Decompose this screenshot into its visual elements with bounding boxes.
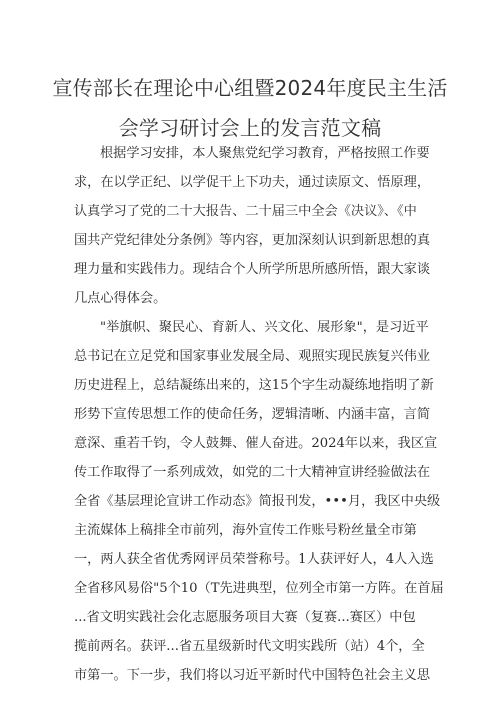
paragraph-line: 国共产党纪律处分条例》等内容，更加深刻认识到新思想的真 (74, 233, 431, 248)
document-title-line-2: 会学习研讨会上的发言范文稿 (118, 116, 382, 140)
paragraph-line: 理力量和实践伟力。现结合个人所学所思所感所悟，跟大家谈 (74, 262, 431, 277)
paragraph-line: 求，在以学正纪、以学促干上下功夫，通过读原文、悟原理， (74, 175, 431, 190)
paragraph-2 (74, 313, 444, 690)
document-title-line-1: 宣传部长在理论中心组暨2024年度民主生活 (52, 76, 448, 100)
paragraph-line: "举旗帜、聚民心、育新人、兴文化、展形象"，是习近平 (100, 320, 429, 335)
paragraph-line: 全省移风易俗"5个10（T先进典型，位列全市第一方阵。在首届 (74, 581, 444, 596)
paragraph-line: 形势下宣传思想工作的使命任务，逻辑清晰、内涵丰富，言简 (74, 407, 431, 422)
paragraph-line: ...省文明实践社会化志愿服务项目大赛（复赛...赛区）中包 (74, 610, 416, 625)
paragraph-line: 市第一。下一步，我们将以习近平新时代中国特色社会主义思 (74, 668, 431, 683)
paragraph-line: 历史进程上，总结凝练出来的，这15个字生动凝练地指明了新 (74, 378, 434, 393)
paragraph-line: 几点心得体会。 (74, 291, 167, 306)
paragraph-1 (74, 139, 432, 313)
paragraph-line: 总书记在立足党和国家事业发展全局、观照实现民族复兴伟业 (74, 349, 431, 364)
paragraph-line: 揽前两名。获评...省五星级新时代文明实践所（站）4个，全 (74, 639, 425, 654)
paragraph-line: 全省《基层理论宣讲工作动态》简报刊发，•••月，我区中央级 (74, 494, 441, 509)
paragraph-line: 一，两人获全省优秀网评员荣誉称号。1人获评好人，4人入选 (74, 552, 434, 567)
paragraph-line: 根据学习安排，本人聚焦党纪学习教育，严格按照工作要 (100, 146, 430, 161)
paragraph-line: 认真学习了党的二十大报告、二十届三中全会《决议》、《中 (74, 204, 417, 219)
paragraph-line: 传工作取得了一系列成效，如党的二十大精神宣讲经验做法在 (74, 465, 431, 480)
paragraph-line: 主流媒体上稿排全市前列，海外宣传工作账号粉丝量全市第 (74, 523, 417, 538)
paragraph-line: 意深、重若千钧，令人鼓舞、催人奋进。2024年以来，我区宣 (74, 436, 438, 451)
